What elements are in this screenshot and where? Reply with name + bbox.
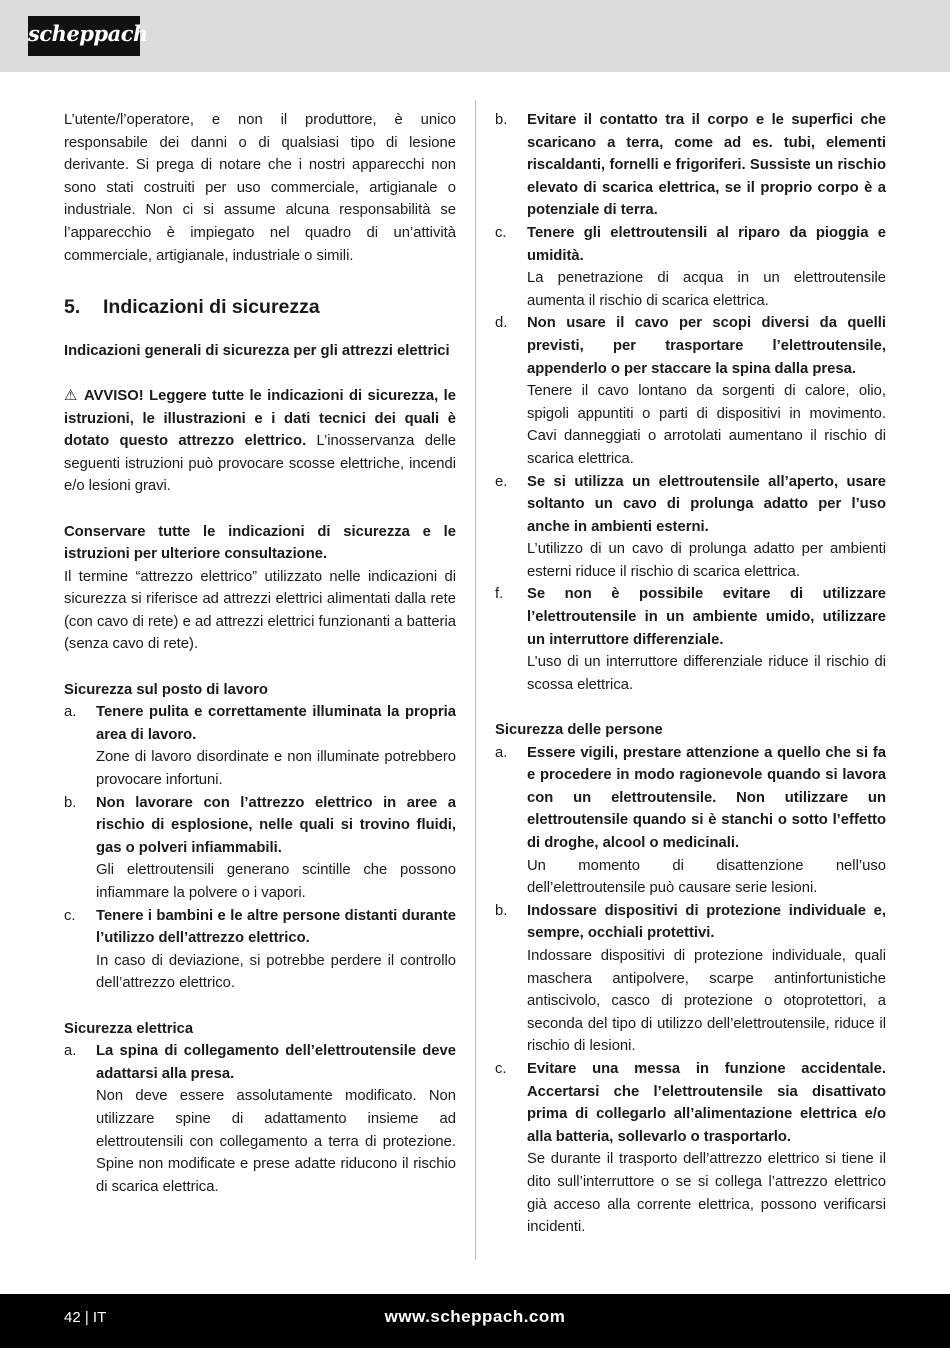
item-text: La penetrazione di acqua in un elettroutensile aumenta il rischio di scarica elettrica. [527, 270, 886, 309]
item-label: b. [495, 902, 508, 919]
item-label: f. [495, 586, 504, 603]
item-text: Non deve essere assolutamente modificato. Non utilizzare spine di adattamento insieme ad elettroutensili con collegamento a terra di protezione. Spine non modificate e prese adatte riducono il rischio di scarica elettrica. [96, 1088, 456, 1195]
warning-icon: ⚠ [64, 387, 79, 404]
item-bold: Essere vigili, prestare attenzione a quello che si fa e procedere in modo ragionevole quando si lavora con un elettroutensile. Non utilizzare un elettroutensile quando si è stanchi o sotto l’effetto di droghe, alcool o medicinali. [527, 744, 886, 851]
list-item [495, 1058, 886, 1239]
item-text: Zone di lavoro disordinate e non illuminate potrebbero provocare infortuni. [96, 749, 456, 789]
item-text: In caso di deviazione, si potrebbe perdere il controllo dell’attrezzo elettrico. [96, 952, 456, 992]
list-item [495, 312, 886, 470]
section-number: 5. [64, 295, 81, 318]
section-title: Indicazioni di sicurezza [103, 295, 320, 318]
item-bold: Evitare una messa in funzione accidentale. Accertarsi che l’elettroutensile sia disattivato prima di collegarlo all’alimentazione elettrica e/o alla batteria, sollevarlo o trasportarlo. [527, 1060, 886, 1145]
item-bold: La spina di collegamento dell’elettroutensile deve adattarsi alla presa. [96, 1043, 456, 1082]
warning-paragraph [64, 385, 456, 498]
item-label: b. [495, 112, 508, 128]
item-bold: Tenere i bambini e le altre persone distanti durante l’utilizzo dell’attrezzo elettrico. [96, 907, 456, 947]
electric-heading: Sicurezza elettrica [64, 1020, 194, 1037]
item-label: c. [495, 224, 507, 241]
list-item [64, 701, 456, 791]
item-text: Un momento di disattenzione nell’uso dell’elettroutensile può causare serie lesioni. [527, 857, 886, 897]
item-label: e. [495, 473, 508, 490]
item-bold: Tenere gli elettroutensili al riparo da pioggia e umidità. [527, 224, 886, 264]
item-text: L’utilizzo di un cavo di prolunga adatto per ambienti esterni riduce il rischio di scarica elettrica. [527, 541, 886, 580]
page-number: 42 | IT [64, 1309, 107, 1326]
brand-logo [28, 16, 148, 56]
list-item [495, 109, 886, 222]
item-bold: Evitare il contatto tra il corpo e le superfici che scaricano a terra, come ad es. tubi, elementi riscaldanti, fornelli e frigoriferi. Sussiste un rischio elevato di scarica elettrica, se il proprio corpo è a potenziale di terra. [527, 112, 886, 219]
footer-bar [0, 1294, 950, 1348]
website-link[interactable]: www.scheppach.com [384, 1307, 566, 1326]
item-label: c. [495, 1060, 507, 1077]
keep-instructions-text: Il termine “attrezzo elettrico” utilizzato nelle indicazioni di sicurezza si riferisce ad attrezzi elettrici alimentati dalla rete (con cavo di rete) e ad attrezzi elettrici funzionanti a batteria (senza cavo di rete). [64, 568, 456, 653]
workplace-heading: Sicurezza sul posto di lavoro [64, 681, 268, 698]
list-item [495, 742, 886, 900]
right-column [495, 109, 886, 1239]
general-safety-heading: Indicazioni generali di sicurezza per gli attrezzi elettrici [64, 342, 450, 359]
item-text: L’uso di un interruttore differenziale riduce il rischio di scossa elettrica. [527, 654, 886, 693]
list-item [64, 1040, 456, 1198]
item-text: Tenere il cavo lontano da sorgenti di calore, olio, spigoli appuntiti o parti di dispositivi in movimento. Cavi danneggiati o arrotolati aumentano il rischio di scarica elettrica. [527, 383, 886, 467]
intro-paragraph: L’utente/l’operatore, e non il produttore, è unico responsabile dei danni o di qualsiasi tipo di lesione derivante. Si prega di notare che i nostri apparecchi non sono stati costruiti per uso commerciale, artigianale o industriale. Non ci si assume alcuna responsabilità se l’apparecchio è impiegato nel quadro di un’attività commerciale, artigianale, industriale o simili. [64, 112, 456, 264]
item-text: Gli elettroutensili generano scintille che possono infiammare la polvere o i vapori. [96, 862, 456, 901]
list-item [495, 583, 886, 696]
list-item [64, 792, 456, 905]
list-item [64, 905, 456, 995]
item-bold: Non lavorare con l’attrezzo elettrico in aree a rischio di esplosione, nelle quali si trovino fluidi, gas o polveri infiammabili. [96, 794, 456, 856]
item-text: Indossare dispositivi di protezione individuale, quali maschera antipolvere, scarpe antinfortunistiche antiscivolo, casco di protezione o otoprotettori, a seconda del tipo di utilizzo dell’elettroutensile, riduce il rischio di lesioni. [527, 947, 886, 1055]
keep-instructions-bold: Conservare tutte le indicazioni di sicurezza e le istruzioni per ulteriore consultazione. [64, 523, 456, 563]
item-bold: Non usare il cavo per scopi diversi da quelli previsti, per trasportare l’elettroutensile, appenderlo o per staccare la spina dalla presa. [527, 315, 886, 377]
item-bold: Indossare dispositivi di protezione individuale e, sempre, occhiali protettivi. [527, 902, 886, 942]
item-label: a. [495, 744, 508, 761]
left-column [64, 109, 456, 1198]
item-label: a. [64, 1043, 77, 1060]
item-label: a. [64, 704, 77, 721]
persons-heading: Sicurezza delle persone [495, 722, 663, 739]
item-label: d. [495, 315, 508, 332]
section-heading [64, 294, 456, 320]
item-label: c. [64, 907, 76, 924]
warning-bold: AVVISO! Leggere tutte le indicazioni di sicurezza, le istruzioni, le illustrazioni e i dati tecnici dei quali è dotato questo attrezzo elettrico. [64, 387, 456, 450]
header-bar [0, 0, 950, 72]
list-item [495, 471, 886, 584]
item-bold: Se si utilizza un elettroutensile all’aperto, usare soltanto un cavo di prolunga adatto per l’uso anche in ambienti esterni. [527, 473, 886, 535]
item-bold: Se non è possibile evitare di utilizzare l’elettroutensile in un ambiente umido, utilizzare un interruttore differenziale. [527, 586, 886, 648]
item-label: b. [64, 794, 77, 811]
brand-logo-text: scheppach [28, 21, 148, 46]
item-bold: Tenere pulita e correttamente illuminata la propria area di lavoro. [96, 704, 456, 743]
column-divider [475, 100, 476, 1260]
warning-text: L’inosservanza delle seguenti istruzioni può provocare scosse elettriche, incendi e/o lesioni gravi. [64, 433, 456, 495]
list-item [495, 222, 886, 312]
item-text: Se durante il trasporto dell’attrezzo elettrico si tiene il dito sull’interruttore o se si collega l’attrezzo elettrico già acceso alla corrente elettrica, possono verificarsi incidenti. [527, 1151, 886, 1236]
list-item [495, 900, 886, 1058]
